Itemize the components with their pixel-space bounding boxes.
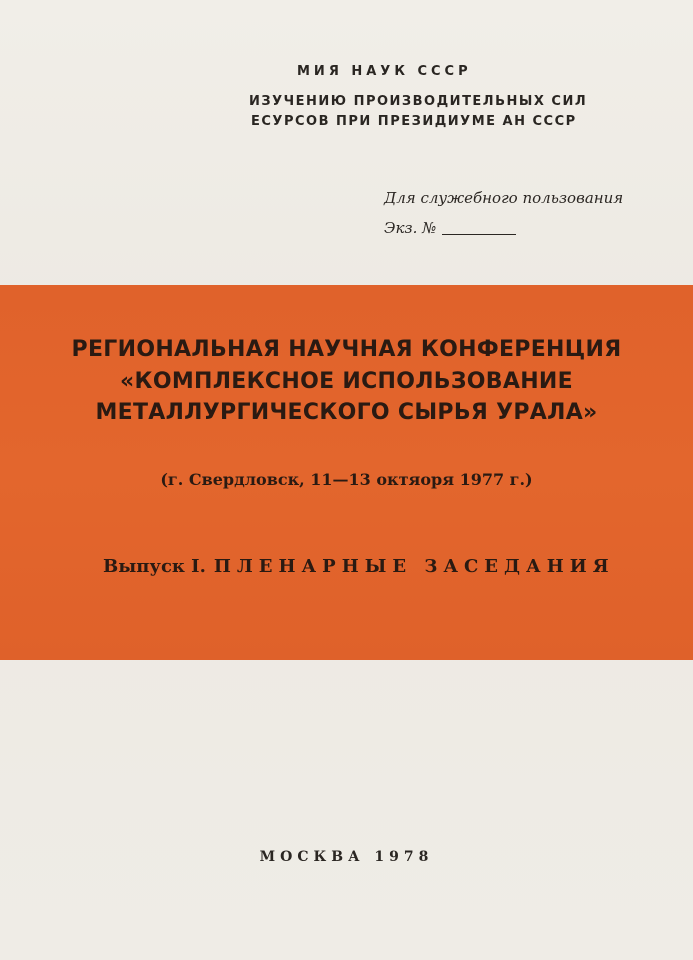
copy-number-label: Экз. № xyxy=(384,219,437,237)
title-line-1: РЕГИОНАЛЬНАЯ НАУЧНАЯ КОНФЕРЕНЦИЯ xyxy=(71,337,622,362)
copy-number-blank xyxy=(442,234,516,235)
restriction-notice: Для служебного пользования xyxy=(384,189,624,207)
copy-number-field xyxy=(384,219,516,237)
header-line-council: ИЗУЧЕНИЮ ПРОИЗВОДИТЕЛЬНЫХ СИЛ xyxy=(249,94,588,109)
issue-number: Выпуск I. xyxy=(103,556,206,577)
issue-name: ПЛЕНАРНЫЕ ЗАСЕДАНИЯ xyxy=(213,556,615,577)
title-line-3: МЕТАЛЛУРГИЧЕСКОГО СЫРЬЯ УРАЛА» xyxy=(95,400,598,425)
title-line-2: «КОМПЛЕКСНОЕ ИСПОЛЬЗОВАНИЕ xyxy=(120,369,573,394)
header-line-presidium: ЕСУРСОВ ПРИ ПРЕЗИДИУМЕ АН СССР xyxy=(251,114,577,129)
conference-place-date: (г. Свердловск, 11—13 октяоря 1977 г.) xyxy=(160,470,533,489)
header-line-academy: МИЯ НАУК СССР xyxy=(297,64,472,79)
issue-title xyxy=(103,556,615,577)
imprint-city-year: МОСКВА 1978 xyxy=(259,849,434,865)
